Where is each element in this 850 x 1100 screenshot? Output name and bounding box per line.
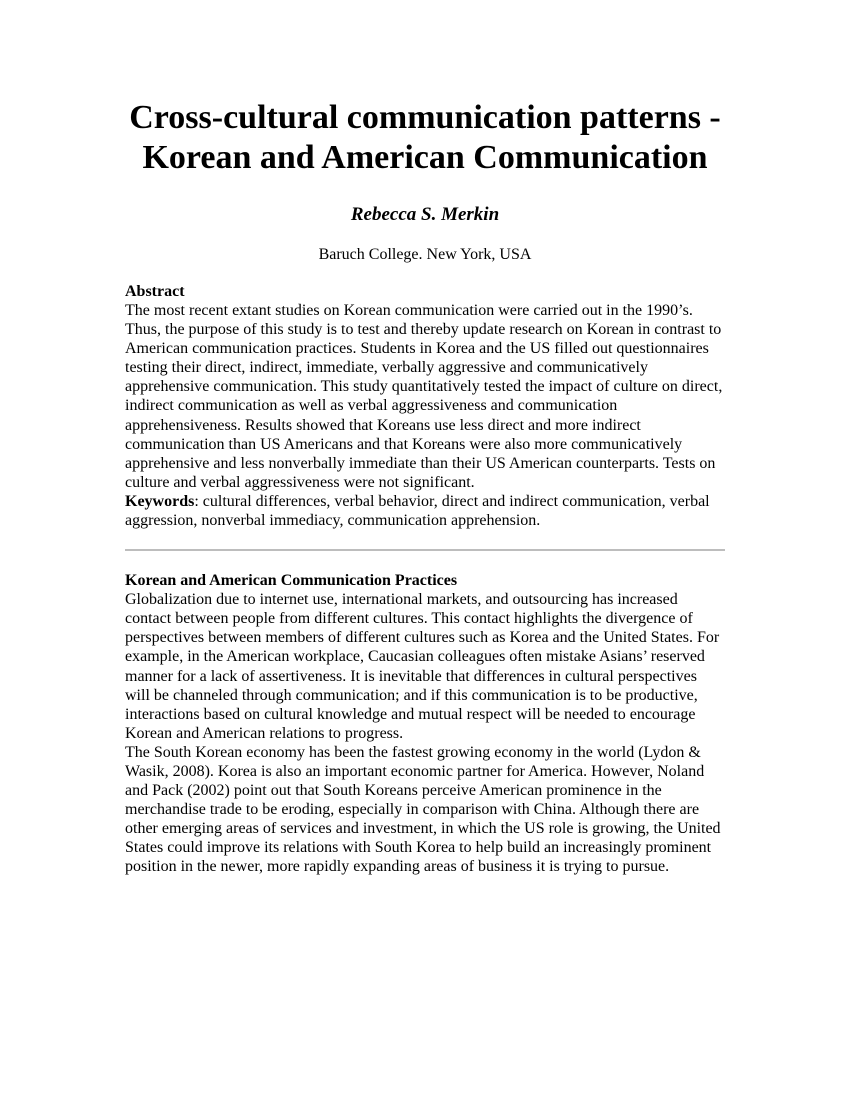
keywords-text: : cultural differences, verbal behavior, direct and indirect communication, verbal aggression, nonverbal immediacy, communication apprehension.: [125, 492, 710, 530]
keywords-label: Keywords: [125, 492, 195, 510]
author-name: Rebecca S. Merkin: [350, 204, 500, 225]
section-heading: Korean and American Communication Practices: [125, 572, 458, 590]
paper-title: [125, 98, 725, 178]
section-divider: [125, 549, 725, 551]
body-paragraph-2: The South Korean economy has been the fastest growing economy in the world (Lydon & Wasik, 2008). Korea is also an important economic partner for America. However, Noland and Pack (2002) point out that South Koreans perceive American prominence in the merchandise trade to be eroding, especially in comparison with China. Although there are other emerging areas of services and investment, in which the US role is growing, the United States could improve its relations with South Korea to help build an increasingly prominent position in the newer, more rapidly expanding areas of business it is trying to pursue.: [125, 743, 721, 876]
paper-page: [125, 98, 725, 877]
paper-title-line-1: Cross-cultural communication patterns -: [129, 99, 721, 136]
abstract-heading: Abstract: [125, 283, 185, 300]
abstract-text: The most recent extant studies on Korean communication were carried out in the 1990’s. Thus, the purpose of this study is to test and thereby update research on Korean in contrast to American communication practices. Students in Korea and the US filled out questionnaires testing their direct, indirect, immediate, verbally aggressive and communicatively apprehensive communication. This study quantitatively tested the impact of culture on direct, indirect communication as well as verbal aggressiveness and communication apprehensiveness. Results showed that Koreans use less direct and more indirect communication than US Americans and that Koreans were also more communicatively apprehensive and less nonverbally immediate than their US American counterparts. Tests on culture and verbal aggressiveness were not significant.: [125, 302, 723, 491]
paper-title-line-2: Korean and American Communication: [142, 139, 708, 176]
keywords: [125, 492, 725, 530]
body-paragraph-1: Globalization due to internet use, international markets, and outsourcing has increased contact between people from different cultures. This contact highlights the divergence of perspectives between members of different cultures such as Korea and the United States. For example, in the American workplace, Caucasian colleagues often mistake Asians’ reserved manner for a lack of assertiveness. It is inevitable that differences in cultural perspectives will be channeled through communication; and if this communication is to be productive, interactions based on cultural knowledge and mutual respect will be needed to encourage Korean and American relations to progress.: [125, 591, 720, 742]
author-affiliation: Baruch College. New York, USA: [318, 246, 532, 263]
